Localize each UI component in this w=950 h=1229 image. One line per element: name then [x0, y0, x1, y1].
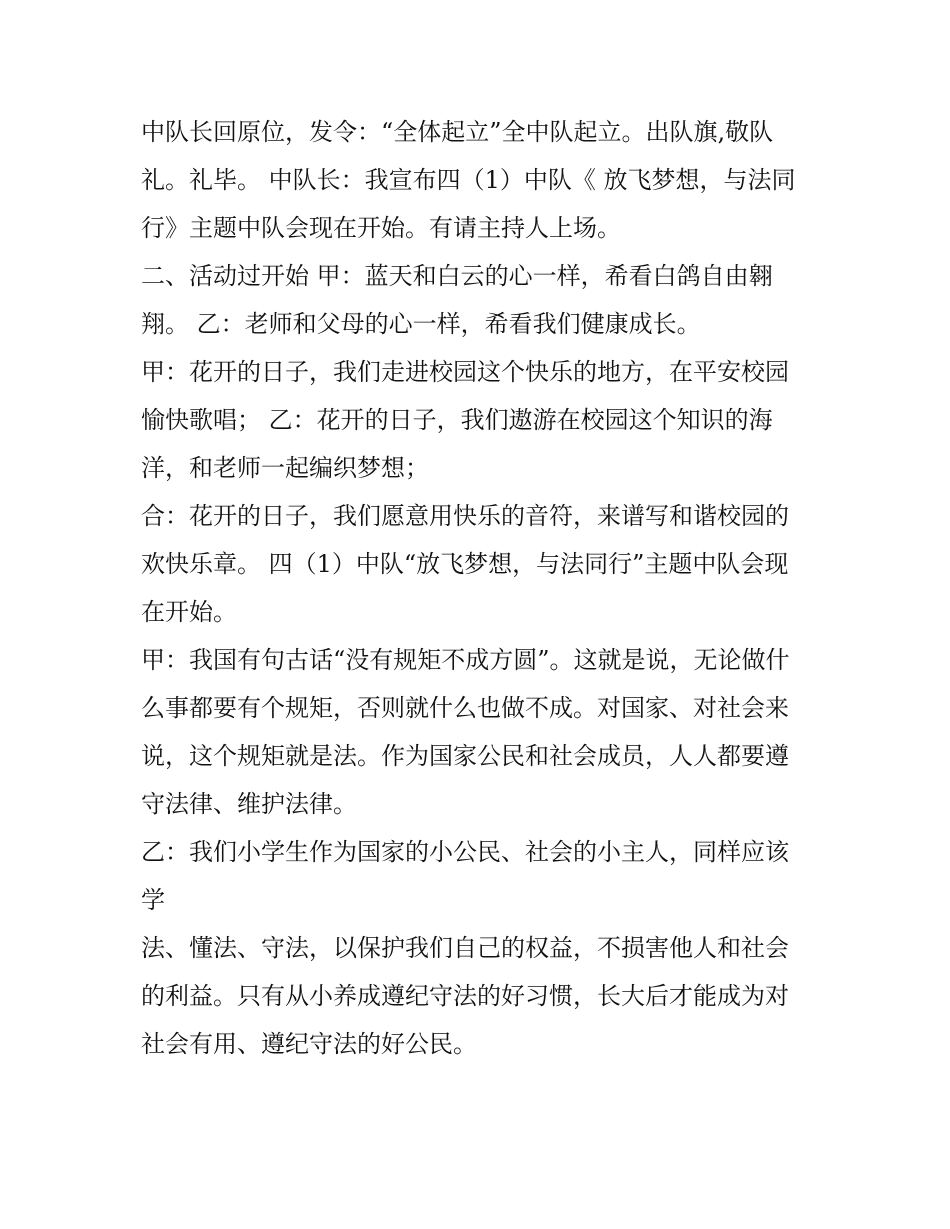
text-line: 合：花开的日子，我们愿意用快乐的音符，来谱写和谐校园的 — [141, 502, 789, 530]
text-line: 中队长回原位，发令：“全体起立”全中队起立。出队旗,敬队 — [141, 118, 774, 146]
text-line: 二、活动过开始 甲：蓝天和白云的心一样，希看白鸽自由翱 — [141, 262, 773, 290]
text-line: 说，这个规矩就是法。作为国家公民和社会成员，人人都要遵 — [141, 742, 789, 770]
text-line: 行》主题中队会现在开始。有请主持人上场。 — [141, 214, 621, 242]
text-line: 在开始。 — [141, 598, 237, 626]
text-line: 礼。礼毕。 中队长：我宣布四（1）中队《 放飞梦想，与法同 — [141, 166, 796, 194]
text-line: 么事都要有个规矩，否则就什么也做不成。对国家、对社会来 — [141, 694, 789, 722]
text-line: 甲：花开的日子，我们走进校园这个快乐的地方，在平安校园 — [141, 358, 789, 386]
text-line: 愉快歌唱； 乙：花开的日子，我们遨游在校园这个知识的海 — [141, 406, 773, 434]
text-line: 学 — [141, 886, 165, 914]
text-line: 社会有用、遵纪守法的好公民。 — [141, 1030, 477, 1058]
text-line: 的利益。只有从小养成遵纪守法的好习惯，长大后才能成为对 — [141, 982, 789, 1010]
text-line: 翔。 乙：老师和父母的心一样，希看我们健康成长。 — [141, 310, 701, 338]
text-line: 守法律、维护法律。 — [141, 790, 357, 818]
text-line: 欢快乐章。 四（1）中队“放飞梦想，与法同行”主题中队会现 — [141, 550, 789, 578]
text-line: 洋，和老师一起编织梦想； — [141, 454, 429, 482]
document-body — [141, 108, 821, 1068]
text-line: 甲：我国有句古话“没有规矩不成方圆”。这就是说，无论做什 — [141, 646, 790, 674]
text-line: 乙：我们小学生作为国家的小公民、社会的小主人，同样应该 — [141, 838, 789, 866]
text-line: 法、懂法、守法，以保护我们自己的权益，不损害他人和社会 — [141, 934, 789, 962]
